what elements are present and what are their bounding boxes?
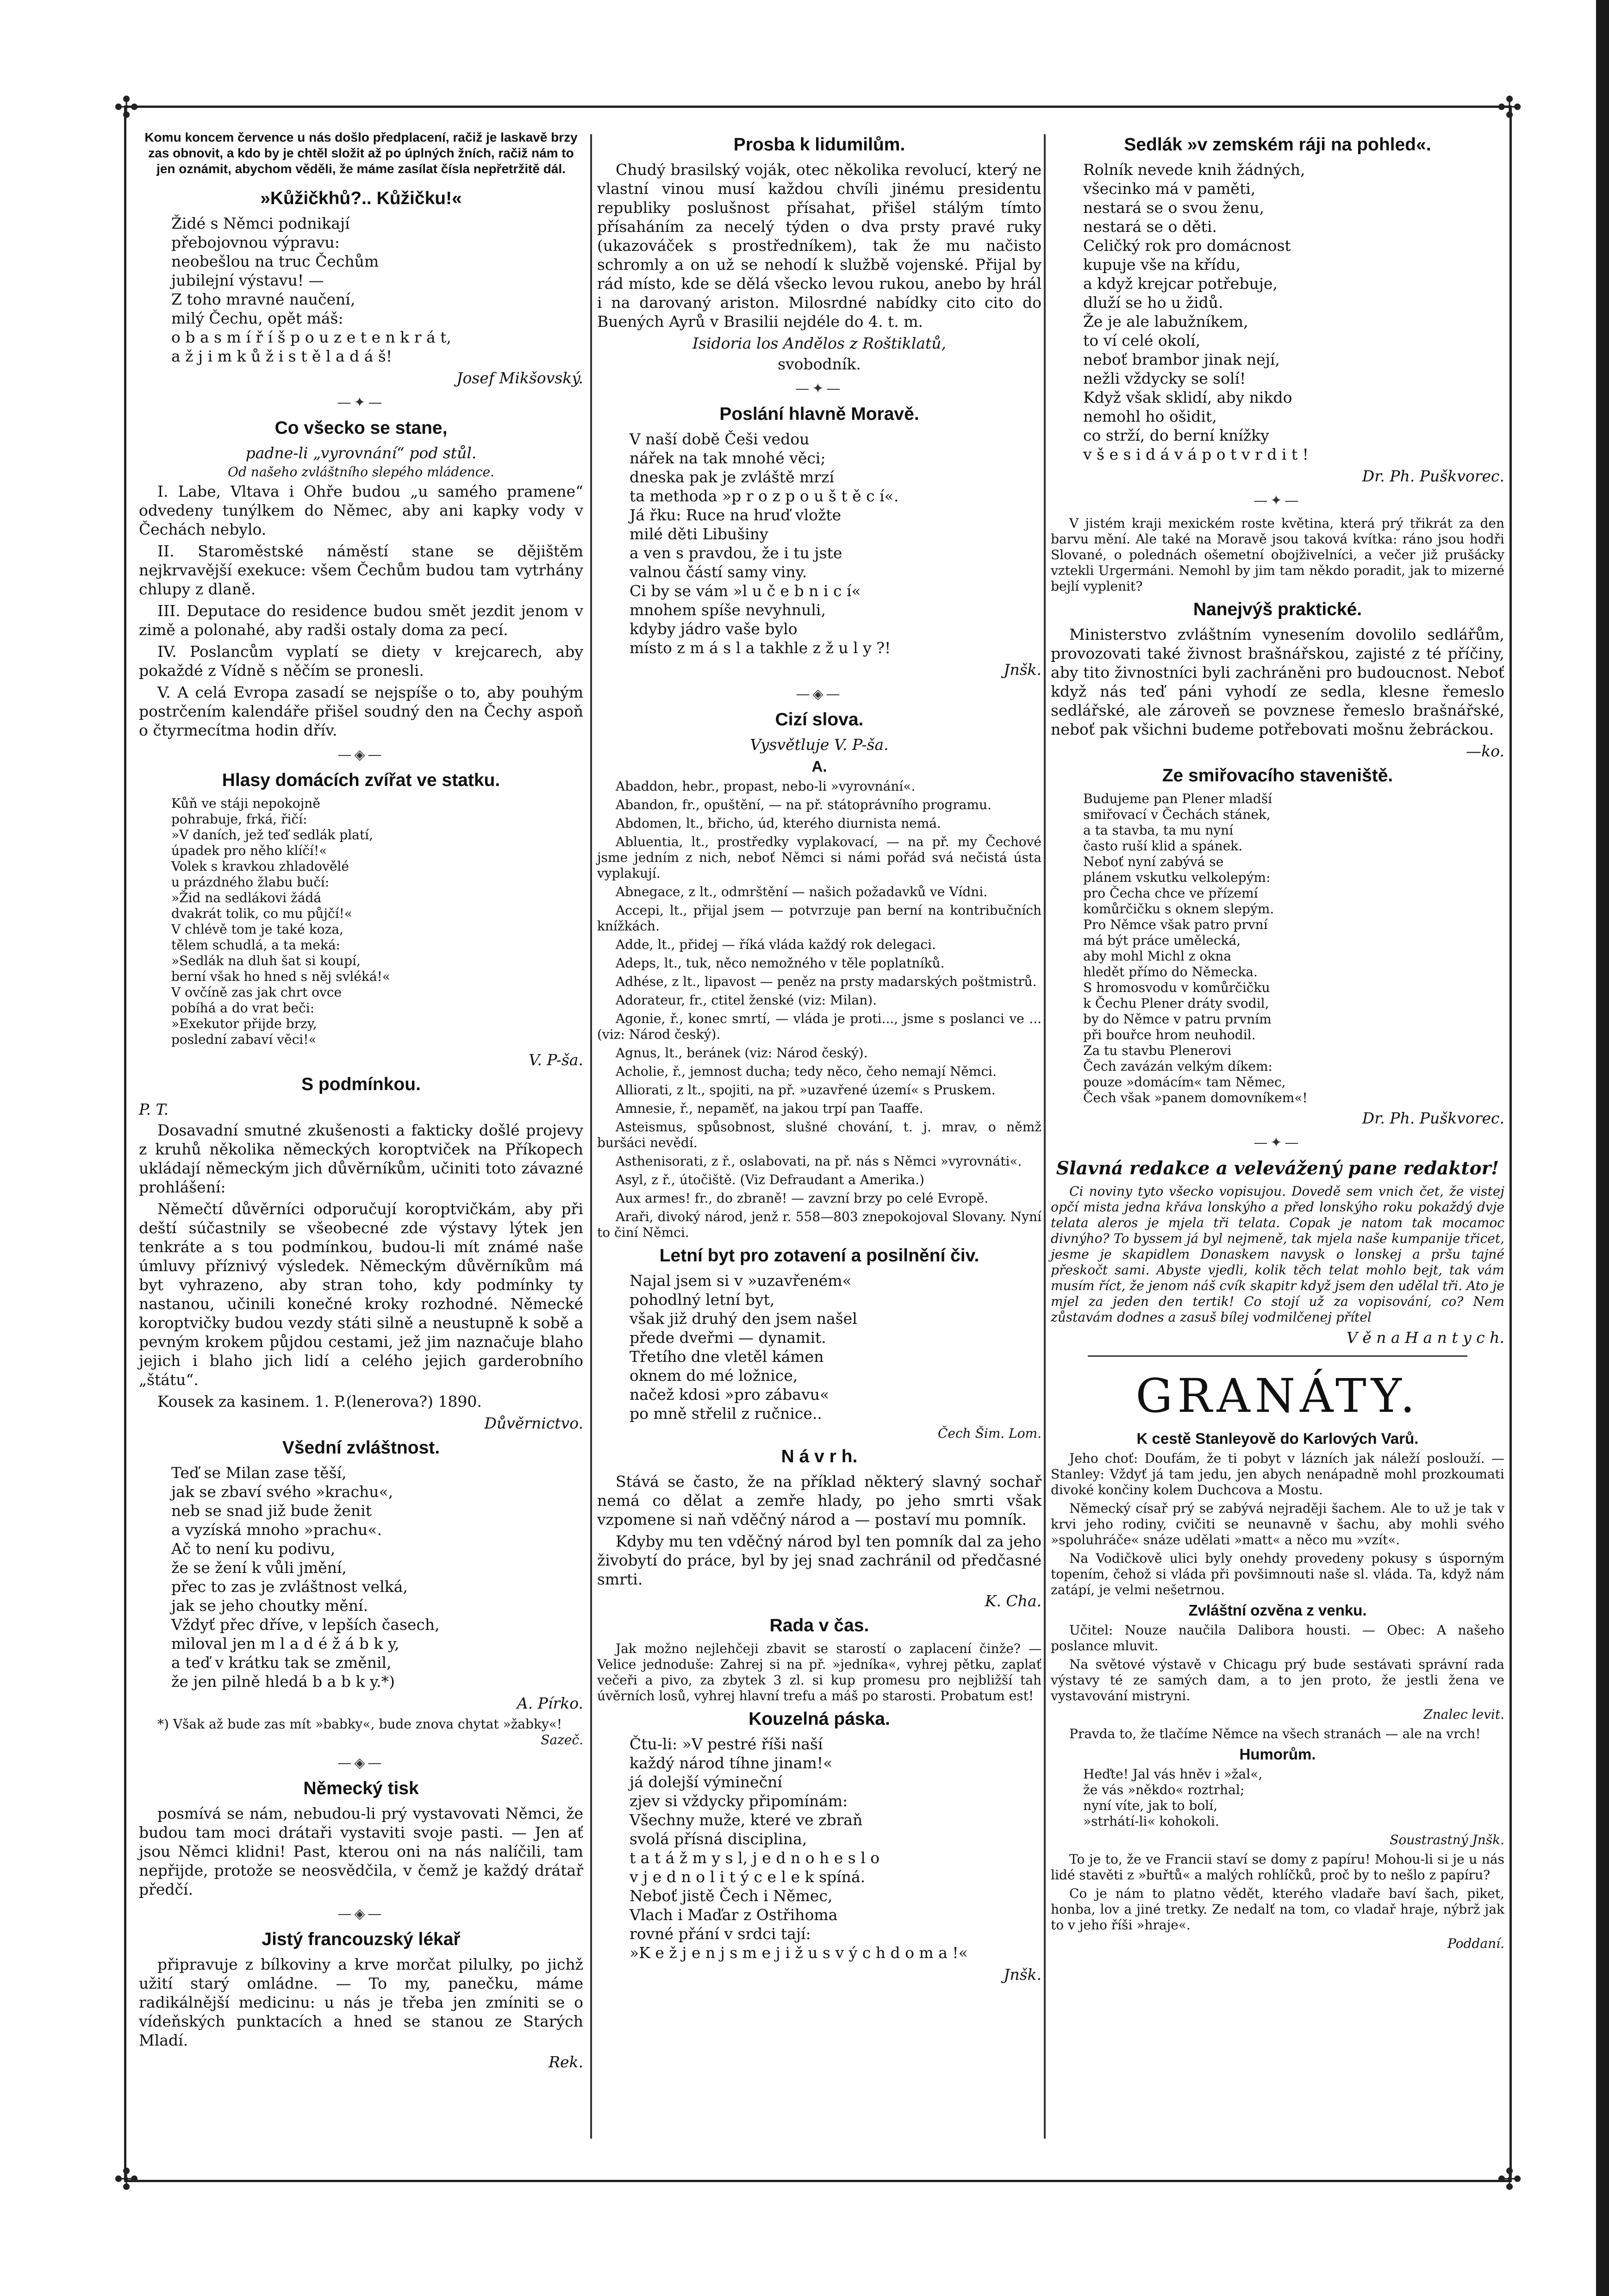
glossary-entry: Adhése, z lt., lipavost — peněz na prsty madarských poštmistrů. (616, 974, 1037, 989)
paragraph: Kousek za kasinem. 1. P.(lenerova?) 1890. (157, 1392, 482, 1410)
glossary-entry: Adeps, lt., tuk, něco nemožného v těle poplatníků. (616, 955, 945, 971)
author-signature: A. Pírko. (517, 1694, 583, 1712)
glossary-entry: Abandon, fr., opuštění, — na př. státoprávního programu. (616, 797, 992, 812)
poem: Kůň ve stáji nepokojně pohrabuje, frká, řičí: »V daních, jež teď sedlák platí, úpadek pro něho klíčí!« Volek s kravkou zhladovělé u prázdného žlabu bučí: »Žid na sedlákovi žádá dvakrát tolik, co mu půjčí!« V chlévě tom je také koza, tělem schudlá, a ta meká: »Sedlák na dluh šat si koupí, berní však ho hned s něj svléká!« V ovčíně zas jak chrt ovce pobíhá a do vrat beči: »Exekutor přijde brzy, poslední zabaví věci!« (171, 796, 390, 1047)
article-title: Hlasy domácích zvířat ve statku. (222, 770, 500, 790)
corner-ornament-icon: ✣ (114, 2163, 139, 2197)
poem: Najal jsem si v »uzavřeném« pohodlný letní byt, však již druhý den jsem našel přede dveřmi — dynamit. Třetího dne vletěl kámen oknem do mé ložnice, načež kdosi »pro zábavu« po mně střelil z ručnice.. (630, 1272, 857, 1423)
article-title: Humorům. (1239, 1746, 1316, 1763)
glossary-entry: Abdomen, lt., břicho, úd, kterého diurnista nemá. (616, 816, 941, 831)
paragraph: Co je nám to platno vědět, kterého vladaře baví šach, piket, honba, lov a jiné tretky. Ze nedalť na tom, co vladař hraje, nýbrž jak to v jeho říši »hraje«. (1051, 1886, 1504, 1933)
column-left (139, 130, 583, 2075)
author-signature: Důvěrnictvo. (484, 1414, 583, 1432)
glossary-entry: Abaddon, hebr., propast, nebo-li »vyrovnání«. (616, 779, 916, 794)
paragraph: Pravda to, že tlačíme Němce na všech stranách — ale na vrch! (1069, 1726, 1481, 1741)
paragraph: V. A celá Evropa zasadí se nejspíše o to, aby pouhým postrčením kalendáře přišel soudný den na Čechy aspoň o čtyrmecítma hodin dřív. (139, 683, 583, 739)
paragraph: Německý císař prý se zabývá nejraději šachem. Ale to už je tak v krvi jeho rodiny, cvičiti se neunavně v šachu, aby mohli svého »spoluhráče« snáze udělati »matt« a něco mu »vzít«. (1051, 1501, 1504, 1547)
article-title: Prosba k lidumilům. (733, 135, 905, 155)
paragraph: Chudý brasilský voják, otec několika revolucí, který ne vlastní vinou musí každou chvíli jinému presidentu republiky poslušnost přísahat, přišel stálým tímto přísaháním za necelý týden o dva prsty pravé ruky (ukazováček s prostředníkem), tak že mu načisto schromly a on už se nehodí k službě vojenské. Přijal by rád místo, kde se dělá všecko levou rukou, anebo by hrál i na darovaný ariston. Milosrdné nabídky cito cito do Buených Ayrů v Brasilii nejdéle do 4. t. m. (597, 161, 1041, 331)
separator-ornament-icon: —◈— (337, 1906, 385, 1922)
glossary-entry: Asyl, z ř., útočiště. (Viz Defraudant a Amerika.) (616, 1172, 924, 1187)
poem: Rolník nevede knih žádných, všecinko má v paměti, nestará se o svou ženu, nestará se o děti. Celičký rok pro domácnost kupuje vše na křídu, a když krejcar potřebuje, dluží se ho u židů. Že je ale labužníkem, to ví celé okolí, neboť brambor jinak nejí, nežli vždycky se solí! Když však sklidí, aby nikdo nemohl ho ošidit, co strží, do berní knížky v š e s i d á v á p o t v r d i t ! (1083, 161, 1309, 463)
column-right (1051, 130, 1504, 1955)
article-title: S podmínkou. (301, 1074, 421, 1094)
article-title: Poslání hlavně Moravě. (719, 404, 919, 424)
glossary-entry: Asteismus, spůsobnost, slušné chování, t. j. mrav, o němž buršáci nevědí. (597, 1119, 1041, 1150)
article-subtitle: padne-li „vyrovnání“ pod stůl. (245, 444, 477, 462)
article-title: Letní byt pro zotavení a posilnění čiv. (659, 1246, 979, 1266)
author-signature: Poddaní. (1447, 1936, 1504, 1951)
section-divider (1088, 1355, 1467, 1357)
poem: Heďte! Jal vás hněv i »žal«, že vás »někdo« roztrhal; nyní víte, jak to bolí, »strhátí-li« kohokoli. (1083, 1766, 1263, 1829)
poem: Čtu-li: »V pestré říši naší každý národ tíhne jinam!« já dolejší výmineční zjev si vždycky připomínám: Všechny muže, které ve zbraň svolá přísná disciplina, t a t á ž m y s l, j e d n o h e s l o v j e d n o l i t ý c e l e k spíná. Neboť jistě Čech i Němec, Vlach i Maďar z Ostřihoma rovné přání v srdci tají: »K e ž j e n j s m e j i ž u s v ý c h d o m a !« (630, 1735, 968, 1962)
paragraph: III. Deputace do residence budou smět jezdit jenom v zimě a polonahé, aby radši ostaly doma za pecí. (139, 602, 583, 639)
author-signature: Jnšk. (1004, 661, 1041, 679)
paragraph: Dosavadní smutné zkušenosti a fakticky došlé projevy z kruhů několika německých koroptviček na Příkopech ukládají německým jich důvěrníkům, učiniti toto závazné prohlášení: (139, 1121, 583, 1196)
article-title: Všední zvláštnost. (282, 1438, 440, 1458)
paragraph: Kdyby mu ten vděčný národ byl ten pomník dal za jeho živobytí do práce, byl by jej snad zachránil od předčasné smrti. (597, 1532, 1041, 1588)
author-signature: Čech Šim. Lom. (938, 1426, 1041, 1441)
paragraph: Ci noviny tyto všecko vopisujou. Dovedě sem vnich čet, že vistej opčí mista jedna křáva lonskýho a před lonskýho roku pokaždý dvje telata aleros je mjela tři telata. Copak je natom tak mocamoc divnýho? To byssem já byl nejmeně, tak mjela naše kumpanije třicet, jesme je skapidlem Donaskem navysk o lonskej a pršu tajné přeskočt sami. Abyste vjedli, kolik těch telat mohlo bejt, tak vám musím říct, že jenom náš cvík skapitr když jsem den udělal tři. Ato je mjel za jeden den tertik! Co stojí už za vopisování, co? Nem zůstavám dodnes a zasuš bílej vodmilčenej přítel (1051, 1184, 1504, 1325)
footnote: *) Však až bude zas mít »babky«, bude znova chytat »žabky«! (157, 1716, 562, 1732)
scan-edge (1596, 0, 1609, 2296)
glossary-entry: Asthenisorati, z ř., oslabovati, na př. nás s Němci »vyrovnáti«. (616, 1154, 1022, 1169)
paragraph: posmívá se nám, nebudou-li prý vystavovati Němci, že budou tam moci drátaři vystaviti svoje pasti. — Jen ať jsou Němci klidni! Past, kterou oni na nás nalíčili, tam nepřijde, protože se neosvědčila, v čemž je každý drátař předčí. (139, 1804, 583, 1898)
paragraph: I. Labe, Vltava i Ohře budou „u samého pramene“ odvedeny tunýlkem do Němec, aby ani kapky vody v Čechách nebylo. (139, 482, 583, 538)
glossary-entry: Amnesie, ř., nepaměť, na jakou trpí pan Taaffe. (616, 1101, 923, 1116)
paragraph: Na světové výstavě v Chicagu prý bude sestávati správní rada výstavy té ze samých dam, a to jen proto, že jestli žena ve vystavování mistryni. (1051, 1657, 1504, 1703)
corner-ornament-icon: ✣ (114, 91, 139, 125)
paragraph: IV. Poslancům vyplatí se diety v krejcarech, aby pokaždé z Vídně s něčím se pronesli. (139, 643, 583, 680)
paragraph: Na Vodičkově ulici byly onehdy provedeny pokusy s úsporným topením, čehož si vláda při povšimnouti naše sl. vláda. Ta, když nám zatápí, je velmi nešetrnou. (1051, 1551, 1504, 1597)
section-letter: A. (811, 758, 827, 775)
subscription-notice: Komu koncem července u nás došlo předplacení, račiž je laskavě brzy zas obnovit, a kdo by je chtěl složit až po úplných žních, račiž nám to jen oznámit, abychom věděli, že máme zasílat čísla nepřetržitě dál. (144, 130, 578, 176)
glossary-entry: Adde, lt., přidej — říká vláda každý rok delegaci. (616, 937, 936, 952)
author-signature: —ko. (1466, 742, 1504, 760)
glossary-entry: Aux armes! fr., do zbraně! — zavzní brzy po celé Evropě. (616, 1191, 989, 1206)
glossary-entry: Acholie, ř., jemnost ducha; tedy něco, čeho nemají Němci. (616, 1064, 997, 1079)
column-divider (1044, 134, 1046, 2139)
author-signature: Dr. Ph. Puškvorec. (1362, 1109, 1504, 1127)
author-signature: Soustrastný Jnšk. (1390, 1832, 1504, 1847)
paragraph: V jistém kraji mexickém roste květina, která prý třikrát za den barvu mění. Ale také na Moravě jsou taková kvítka: ráno jsou hodři Slované, o polednách ošemetní obojživelníci, a večer již prušácky vztekli Urgermáni. Nemohl by jim tam někdo poradit, jak to mizerné bejlí vyplenit? (1051, 516, 1504, 594)
column-middle (597, 130, 1041, 1988)
article-title: Jistý francouzský lékař (262, 1929, 461, 1949)
author-signature: Jnšk. (1004, 1965, 1041, 1984)
article-title: Cizí slova. (775, 710, 864, 730)
poem: Teď se Milan zase těší, jak se zbaví svého »krachu«, neb se snad již bude ženit a vyzíská mnoho »prachu«. Ač to není ku podivu, že se žení k vůli jmění, přec to zas je zvláštnost velká, jak se jeho choutky mění. Vždyť přec dříve, v lepších časech, miloval jen m l a d é ž á b k y, a teď v krátku tak se změnil, že jen pilně hledá b a b k y.*) (171, 1464, 440, 1691)
author-signature: K. Cha. (985, 1592, 1041, 1610)
glossary-entry: Abluentia, lt., prostředky vyplakovací, — na př. my Čechové jsme jedním z nich, neboť Němci si námi pořád svá nečistá ústa vyplakují. (597, 834, 1041, 881)
author-signature: V. P-ša. (529, 1051, 583, 1069)
paragraph: To je to, že ve Francii staví se domy z papíru! Mohou-li si je u nás lidé stavěti z »buřtů« a malých rohlíčků, proč by to nešlo z papíru? (1051, 1852, 1504, 1883)
author-signature: Dr. Ph. Puškvorec. (1362, 467, 1504, 485)
article-subtitle: P. T. (139, 1100, 169, 1118)
separator-ornament-icon: —◈— (796, 686, 843, 702)
article-title: Co všecko se stane, (274, 418, 448, 438)
separator-ornament-icon: —✦— (1254, 1135, 1302, 1151)
article-subtitle: Vysvětluje V. P-ša. (750, 736, 889, 754)
article-title: Ze smiřovacího staveniště. (1162, 766, 1393, 786)
glossary-entry: Accepi, lt., přijal jsem — potvrzuje pan berní na kontribučních knížkách. (597, 903, 1041, 934)
author-signature: svobodník. (778, 355, 861, 373)
paragraph: Němečtí důvěrníci odporučují koroptvičkám, aby při deští súčastnily se všeobecné zde výstavy lýtek jen tenkráte a s tou podmínkou, budou-li mít známé naše úmluvy příznivý výsledek. Německým důvěrníkům má byt vyhrazeno, aby stran toho, kdy podmínky ty nastanou, učinili konečné kroky rozhodné. Německé koroptvičky budou vezdy státi silně a neustupně k sobě a pevným krokem půjdou cestami, jež jim naznačuje blaho jejich i blaho jich lidí a celého jejich garderobního „štátu“. (139, 1200, 583, 1389)
separator-ornament-icon: —✦— (337, 394, 385, 411)
glossary-entry: Agnus, lt., beránek (viz: Národ český). (616, 1045, 868, 1061)
article-title: Rada v čas. (769, 1616, 869, 1635)
author-signature: Josef Mikšovský. (456, 369, 583, 387)
article-title: Kouzelná páska. (748, 1709, 890, 1729)
column-divider (590, 134, 592, 2139)
article-subtitle: Od našeho zvláštního slepého mládence. (228, 464, 494, 480)
paragraph: Učitel: Nouze naučila Dalibora housti. — Obec: A našeho poslance mluvit. (1051, 1622, 1504, 1653)
poem: Židé s Němci podnikají přebojovnou výpravu: neobešlou na truc Čechům jubilejní výstavu! — Z toho mravné naučení, milý Čechu, opět máš: o b a s m í ř í š p o u z e t e n k r á t, a ž j i m k ů ž i s t ě l a d á š! (171, 214, 451, 365)
article-title: »Kůžičkhů?.. Kůžičku!« (260, 188, 462, 208)
article-title: Německý tisk (303, 1778, 419, 1798)
paragraph: II. Staroměstské náměstí stane se dějištěm nejkrvavější exekuce: všem Čechům budou tam vytrhány chlupy z dlaně. (139, 542, 583, 598)
glossary-entry: Agonie, ř., konec smrtí, — vláda je proti..., jsme s poslanci ve ... (viz: Národ český). (597, 1011, 1041, 1042)
paragraph: Stává se často, že na příklad některý slavný sochař nemá co dělat a zemře hlady, po jeho smrti však vzpomene si naň vděčný národ a — postaví mu pomník. (597, 1472, 1041, 1529)
footnote-signature: Sazeč. (541, 1732, 583, 1747)
corner-ornament-icon: ✣ (1497, 2163, 1522, 2197)
separator-ornament-icon: —✦— (1254, 493, 1302, 509)
paragraph: Jeho choť: Doufám, že ti pobyt v lázních jak náleží poslouží. — Stanley: Vždyť já tam jedu, jen abych nenápadně mohl prozkoumati divoké končiny kolem Duchcova a Mostu. (1051, 1451, 1504, 1497)
glossary-entry: Alliorati, z lt., spojiti, na př. »uzavřené území« s Pruskem. (616, 1082, 996, 1098)
separator-ornament-icon: —✦— (795, 381, 843, 397)
article-title: Zvláštní ozvěna z venku. (1188, 1602, 1367, 1619)
paragraph: Ministerstvo zvláštním vynesením dovolilo sedlářům, provozovati také živnost brašnářskou, zajisté z té příčiny, aby tito živnostníci byli zachráněni pro budoucnost. Neboť když nás teď páni vyhodí ze sedla, klesne řemeslo sedlářské, ale zároveň se povznese řemeslo brašnářské, neboť pak všichni budeme potřebovati mošnu žebráckou. (1051, 625, 1504, 738)
corner-ornament-icon: ✣ (1497, 91, 1522, 125)
glossary-entry: Adorateur, fr., ctitel ženské (viz: Milan). (616, 992, 877, 1008)
article-title: K cestě Stanleyově do Karlových Varů. (1136, 1430, 1419, 1447)
section-heading-granaty: GRANÁTY. (1135, 1369, 1420, 1423)
poem: Budujeme pan Plener mladší smiřovací v Čechách stánek, a ta stavba, ta mu nyní často ruší klid a spánek. Neboť nyní zabývá se plánem vskutku velkolepým: pro Čecha chce ve přízemí komůrčičku s oknem slepým. Pro Němce však patro první má být práce umělecká, aby mohl Michl z okna hledět přímo do Německa. S hromosvodu v komůrčičku k Čechu Plener dráty svodil, by do Němce v patru prvním při bouřce hrom neuhodil. Za tu stavbu Plenerovi Čech zavázán velkým díkem: pouze »domácím« tam Němec, Čech však »panem domovníkem«! (1083, 791, 1308, 1105)
author-signature: Isidoria los Andělos z Roštiklatů, (692, 334, 946, 352)
article-title: Slavná redakce a velevážený pane redaktor! (1056, 1158, 1499, 1179)
article-title: Sedlák »v zemském ráji na pohled«. (1124, 135, 1431, 155)
author-signature: Rek. (549, 2053, 583, 2071)
author-signature: Znalec levit. (1423, 1707, 1504, 1722)
paragraph: Jak možno nejlehčeji zbavit se starostí o zaplacení činže? — Velice jednoduše: Zahrej si na př. »jedníka«, vyhrej pětku, zaplať večeři a pivo, za zbytek 3 zl. si kup promesu pro nejbližší tah úvěrních losů, vyhrej hlavní trefu a máš po starosti. Probatum est! (597, 1641, 1041, 1703)
author-signature: V ě n a H a n t y c h. (1346, 1329, 1504, 1347)
separator-ornament-icon: —◈— (337, 1755, 385, 1771)
poem: V naší době Češi vedou nářek na tak mnohé věci; dneska pak je zvláště mrzí ta methoda »p r o z p o u š t ě c í«. Já řku: Ruce na hruď vložte milé děti Libušiny a ven s pravdou, že i tu jste valnou částí samy viny. Ci by se vám »l u č e b n i c í« mnohem spíše nevyhnuli, kdyby jádro vaše bylo místo z m á s l a takhle z ž u l y ?! (630, 430, 899, 657)
separator-ornament-icon: —◈— (337, 747, 385, 763)
article-title: N á v r h. (781, 1447, 858, 1466)
glossary-entry: Araři, divoký národ, jenž r. 558—803 znepokojoval Slovany. Nyní to činí Němci. (597, 1209, 1041, 1240)
glossary-entry: Abnegace, z lt., odmrštění — našich požadavků ve Vídni. (616, 884, 988, 899)
paragraph: připravuje z bílkoviny a krve morčat pilulky, po jichž užití starý omládne. — To my, panečku, máme radikálnější medicinu: u nás je třeba jen zmíniti se o vídeňských punktacích a hned se stanou ze Starých Mladí. (139, 1955, 583, 2049)
article-title: Nanejvýš praktické. (1193, 599, 1362, 619)
